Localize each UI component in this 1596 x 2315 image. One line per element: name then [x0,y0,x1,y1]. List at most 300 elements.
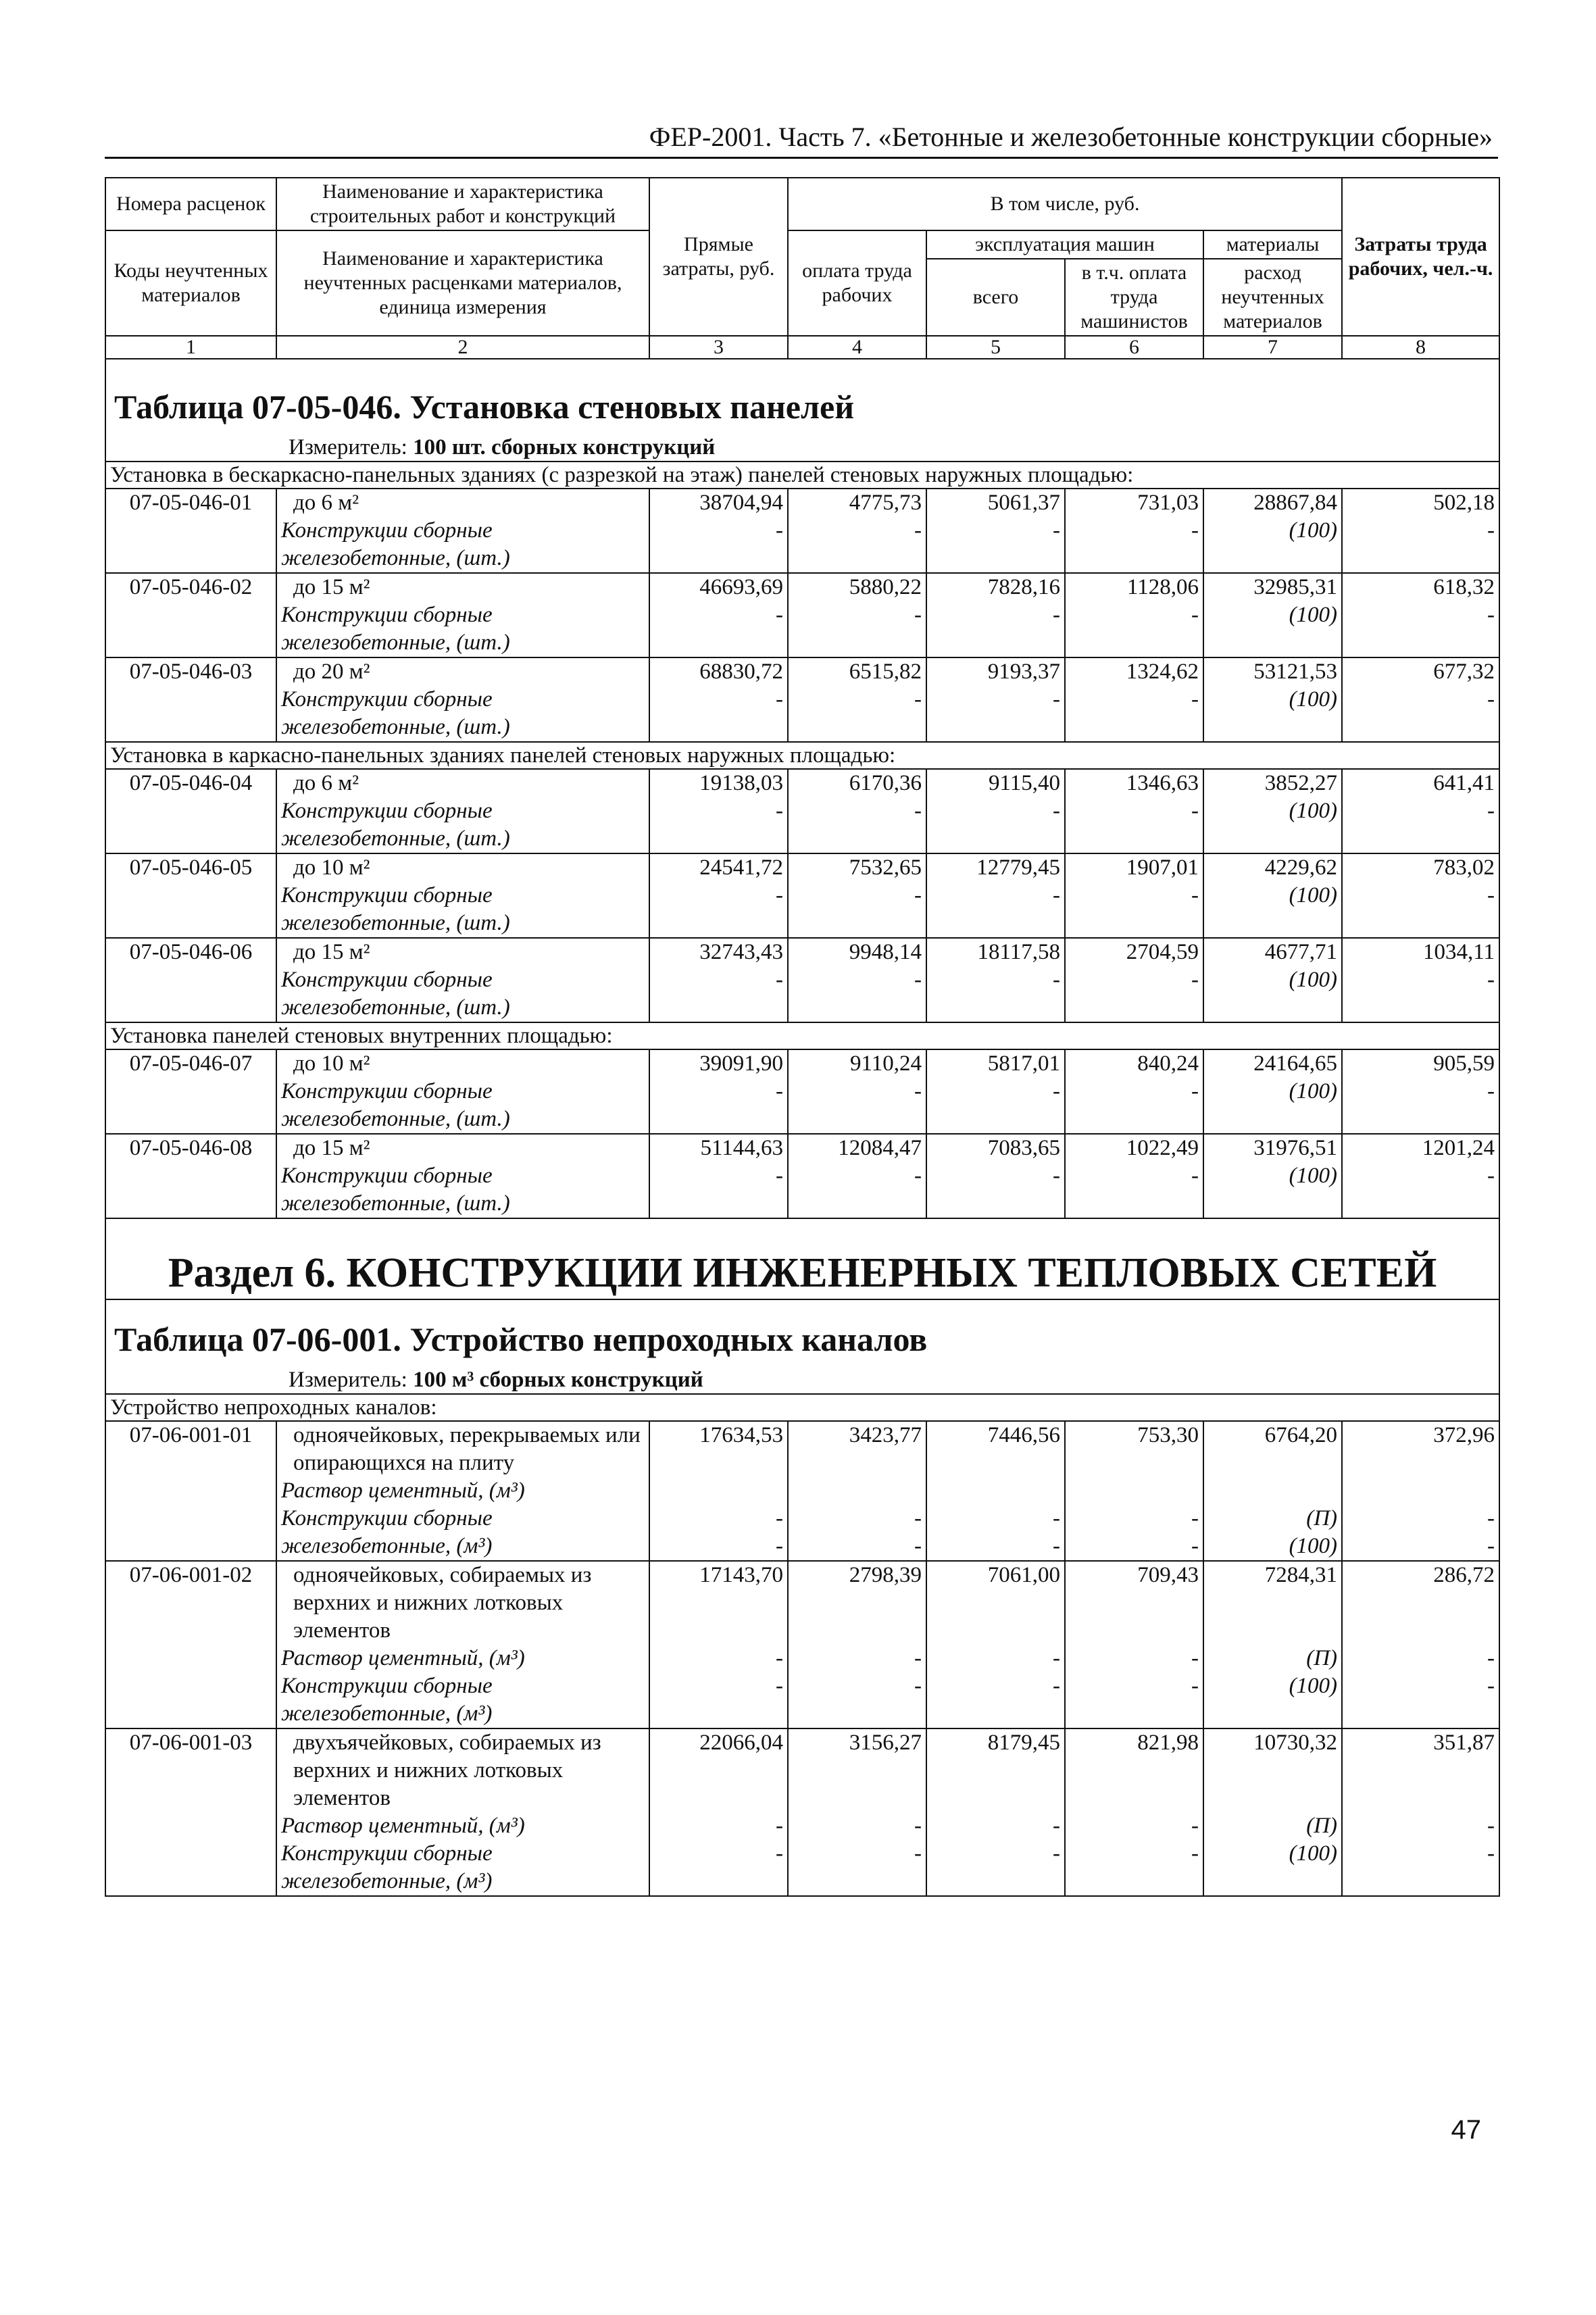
rate-name [276,489,649,573]
col-including: В том числе, руб. [788,178,1342,230]
table-row [105,489,1499,573]
worker-pay-cell [788,1134,926,1218]
dash: - [1487,518,1495,543]
materials-cost-cell [1203,657,1342,742]
dash: - [914,1674,922,1698]
machines-total: 8179,45 [987,1731,1060,1755]
worker-pay: 2798,39 [849,1563,922,1587]
group-row [105,462,1499,489]
direct-cost-cell [649,938,788,1022]
rate-code: 07-05-046-08 [105,1134,276,1218]
direct-cost-cell [649,1561,788,1728]
table-row [105,1728,1499,1896]
dash: - [776,1164,783,1188]
dash: - [1053,1164,1060,1188]
material-rate: (100) [1289,603,1338,627]
labor-hours: 641,41 [1433,771,1495,795]
material-name: Конструкции сборные железобетонные, (шт.) [281,883,510,935]
direct-cost-cell [649,1134,788,1218]
meter-label: Измеритель: [289,1368,407,1392]
operators-pay-cell [1065,1728,1203,1896]
meter-label: Измеритель: [289,435,407,459]
materials-cost: 3852,27 [1264,771,1338,795]
worker-pay: 6515,82 [849,659,922,684]
dash: - [1191,968,1199,992]
worker-pay-cell [788,1049,926,1134]
operators-pay: 709,43 [1137,1563,1199,1587]
operators-pay: 753,30 [1137,1423,1199,1447]
table-row [105,769,1499,853]
dash: - [914,968,922,992]
rate-name-text: до 20 м² [293,659,370,684]
operators-pay-cell [1065,938,1203,1022]
labor-hours-cell [1342,769,1499,853]
labor-hours-cell [1342,853,1499,938]
group-row [105,1394,1499,1421]
dash: - [776,1646,783,1670]
rate-name [276,573,649,657]
direct-cost: 22066,04 [699,1731,783,1755]
col-num: 6 [1065,336,1203,359]
machines-total-cell [926,1728,1065,1896]
col-materials: материалы [1203,230,1342,259]
machines-total-cell [926,853,1065,938]
direct-cost-cell [649,1728,788,1896]
rate-code: 07-05-046-04 [105,769,276,853]
col-direct-costs: Прямые затраты, руб. [649,178,788,336]
dash: - [776,1506,783,1530]
col-num: 5 [926,336,1065,359]
dash: - [776,799,783,823]
dash: - [1191,799,1199,823]
machines-total: 7828,16 [987,575,1060,599]
col-num: 7 [1203,336,1342,359]
rate-code: 07-06-001-03 [105,1728,276,1896]
rate-name-text: одноячейковых, перекрываемых или опирающихся на плиту [293,1423,641,1475]
material-rate: (100) [1289,1079,1338,1103]
dash: - [1191,1164,1199,1188]
operators-pay-cell [1065,853,1203,938]
worker-pay-cell [788,657,926,742]
col-num: 2 [276,336,649,359]
table-header [105,178,1499,359]
table-row [105,853,1499,938]
material-rate: (100) [1289,1534,1338,1558]
rate-name-text: до 15 м² [293,940,370,964]
page-header [105,114,1498,159]
machines-total: 5817,01 [987,1051,1060,1076]
direct-cost: 19138,03 [699,771,783,795]
rate-code: 07-05-046-07 [105,1049,276,1134]
operators-pay-cell [1065,489,1203,573]
group-label: Установка в каркасно-панельных зданиях панелей стеновых наружных площадью: [105,742,1499,769]
operators-pay-cell [1065,1421,1203,1561]
materials-cost-cell [1203,1421,1342,1561]
machines-total: 7446,56 [987,1423,1060,1447]
col-material-codes: Коды неучтенных материалов [105,230,276,336]
worker-pay-cell [788,938,926,1022]
labor-hours: 286,72 [1433,1563,1495,1587]
materials-cost: 32985,31 [1253,575,1338,599]
col-unaccounted-materials: расход неучтенных материалов [1203,259,1342,336]
machines-total-cell [926,1421,1065,1561]
materials-cost-cell [1203,1561,1342,1728]
operators-pay-cell [1065,1049,1203,1134]
materials-cost-cell [1203,1728,1342,1896]
materials-cost: 4229,62 [1264,855,1338,880]
rate-code: 07-05-046-05 [105,853,276,938]
dash: - [1053,603,1060,627]
worker-pay: 3156,27 [849,1731,922,1755]
operators-pay-cell [1065,573,1203,657]
material-rate: (100) [1289,518,1338,543]
direct-cost: 17143,70 [699,1563,783,1587]
dash: - [1487,799,1495,823]
col-machines: эксплуатация машин [926,230,1203,259]
dash: - [1487,1506,1495,1530]
dash: - [1191,518,1199,543]
machines-total-cell [926,489,1065,573]
dash: - [1487,1814,1495,1838]
meter-value: 100 шт. сборных конструкций [413,435,716,459]
dash: - [1053,1646,1060,1670]
operators-pay: 821,98 [1137,1731,1199,1755]
worker-pay: 6170,36 [849,771,922,795]
labor-hours-cell [1342,1421,1499,1561]
machines-total: 7061,00 [987,1563,1060,1587]
dash: - [1487,1164,1495,1188]
machines-total-cell [926,573,1065,657]
operators-pay: 2704,59 [1126,940,1199,964]
materials-cost: 31976,51 [1253,1136,1338,1160]
dash: - [1053,1674,1060,1698]
machines-total: 9115,40 [988,771,1060,795]
labor-hours: 1201,24 [1422,1136,1495,1160]
operators-pay: 1324,62 [1126,659,1199,684]
rate-code: 07-05-046-06 [105,938,276,1022]
dash: - [776,687,783,712]
dash: - [1191,1814,1199,1838]
direct-cost: 39091,90 [699,1051,783,1076]
rate-code: 07-05-046-01 [105,489,276,573]
labor-hours-cell [1342,657,1499,742]
materials-cost: 28867,84 [1253,491,1338,515]
materials-cost-cell [1203,1134,1342,1218]
dash: - [1053,883,1060,907]
material-rate: (П) [1306,1814,1338,1838]
dash: - [914,799,922,823]
table-title-row [105,1299,1499,1394]
dash: - [776,518,783,543]
col-work-name: Наименование и характеристика строительных работ и конструкций [276,178,649,230]
rate-name-text: до 15 м² [293,1136,370,1160]
dash: - [1191,883,1199,907]
operators-pay: 1346,63 [1126,771,1199,795]
dash: - [914,518,922,543]
operators-pay: 1022,49 [1126,1136,1199,1160]
materials-cost: 4677,71 [1264,940,1338,964]
dash: - [1191,1646,1199,1670]
operators-pay-cell [1065,769,1203,853]
material-name: Конструкции сборные железобетонные, (шт.) [281,968,510,1020]
operators-pay: 1907,01 [1126,855,1199,880]
dash: - [1053,1506,1060,1530]
material-rate: (100) [1289,1841,1338,1866]
meter-value: 100 м³ сборных конструкций [413,1368,703,1392]
machines-total: 18117,58 [977,940,1060,964]
materials-cost: 10730,32 [1253,1731,1338,1755]
worker-pay: 9948,14 [849,940,922,964]
machines-total: 9193,37 [987,659,1060,684]
labor-hours-cell [1342,1728,1499,1896]
worker-pay: 7532,65 [849,855,922,880]
dash: - [776,1079,783,1103]
section-cell [105,1218,1499,1299]
material-rate: (100) [1289,968,1338,992]
material-name: Конструкции сборные железобетонные, (шт.) [281,687,510,739]
col-worker-pay: оплата труда рабочих [788,230,926,336]
table-row [105,657,1499,742]
table-row [105,573,1499,657]
group-row [105,742,1499,769]
material-name: Конструкции сборные железобетонные, (м³) [281,1674,493,1726]
col-num: 1 [105,336,276,359]
machines-total: 12779,45 [976,855,1060,880]
dash: - [1487,883,1495,907]
dash: - [776,968,783,992]
material-rate: (100) [1289,687,1338,712]
dash: - [914,1506,922,1530]
labor-hours-cell [1342,573,1499,657]
worker-pay-cell [788,1421,926,1561]
worker-pay: 4775,73 [849,491,922,515]
labor-hours: 905,59 [1433,1051,1495,1076]
labor-hours: 677,32 [1433,659,1495,684]
machines-total: 7083,65 [987,1136,1060,1160]
col-operators-pay: в т.ч. оплата труда машинистов [1065,259,1203,336]
col-rate-numbers: Номера расценок [105,178,276,230]
table-title: Таблица 07-05-046. Установка стеновых панелей [114,388,855,426]
machines-total-cell [926,1561,1065,1728]
operators-pay: 731,03 [1137,491,1199,515]
rate-code: 07-05-046-03 [105,657,276,742]
dash: - [1053,1079,1060,1103]
dash: - [776,1534,783,1558]
machines-total-cell [926,657,1065,742]
labor-hours: 618,32 [1433,575,1495,599]
direct-cost-cell [649,1049,788,1134]
col-material-names: Наименование и характеристика неучтенных расценками материалов, единица измерения [276,230,649,336]
rate-name-text: двухъячейковых, собираемых из верхних и нижних лотковых элементов [293,1731,601,1810]
dash: - [1487,1674,1495,1698]
worker-pay-cell [788,489,926,573]
material-name: Раствор цементный, (м³) [281,1478,525,1503]
worker-pay-cell [788,1561,926,1728]
worker-pay: 12084,47 [838,1136,922,1160]
labor-hours-cell [1342,1134,1499,1218]
operators-pay-cell [1065,1134,1203,1218]
group-label: Устройство непроходных каналов: [105,1394,1499,1421]
table-title-cell [105,359,1499,462]
page-header-title: ФЕР-2001. Часть 7. «Бетонные и железобетонные конструкции сборные» [649,122,1493,152]
worker-pay-cell [788,1728,926,1896]
machines-total-cell [926,938,1065,1022]
rates-table [105,177,1500,1897]
labor-hours-cell [1342,1561,1499,1728]
dash: - [1053,687,1060,712]
table-title-row [105,359,1499,462]
col-labor-hours: Затраты труда рабочих, чел.-ч. [1342,178,1499,336]
group-label: Установка панелей стеновых внутренних площадью: [105,1022,1499,1049]
dash: - [1487,1646,1495,1670]
rate-name-text: одноячейковых, собираемых из верхних и нижних лотковых элементов [293,1563,592,1643]
table-body [105,359,1499,1896]
worker-pay-cell [788,573,926,657]
table-row [105,1421,1499,1561]
col-num: 3 [649,336,788,359]
labor-hours-cell [1342,938,1499,1022]
section-row [105,1218,1499,1299]
material-name: Конструкции сборные железобетонные, (шт.) [281,1079,510,1131]
rate-name [276,938,649,1022]
material-rate: (П) [1306,1646,1338,1670]
dash: - [1191,1534,1199,1558]
rate-name [276,657,649,742]
dash: - [1053,518,1060,543]
material-rate: (100) [1289,1164,1338,1188]
rate-name [276,1728,649,1896]
rate-name-text: до 10 м² [293,1051,370,1076]
direct-cost-cell [649,489,788,573]
page-number: 47 [1451,2115,1481,2145]
material-name: Раствор цементный, (м³) [281,1646,525,1670]
direct-cost: 51144,63 [700,1136,783,1160]
group-label: Установка в бескаркасно-панельных зданиях (с разрезкой на этаж) панелей стеновых наружных площадью: [105,462,1499,489]
rate-name [276,1561,649,1728]
operators-pay-cell [1065,1561,1203,1728]
table-title: Таблица 07-06-001. Устройство непроходных каналов [114,1320,928,1358]
direct-cost-cell [649,853,788,938]
material-name: Конструкции сборные железобетонные, (шт.) [281,799,510,851]
rate-code: 07-06-001-01 [105,1421,276,1561]
materials-cost-cell [1203,573,1342,657]
dash: - [914,1164,922,1188]
material-name: Конструкции сборные железобетонные, (м³) [281,1506,493,1558]
table-row [105,1049,1499,1134]
material-rate: (100) [1289,883,1338,907]
material-name: Конструкции сборные железобетонные, (шт.) [281,518,510,570]
dash: - [776,1814,783,1838]
dash: - [776,1674,783,1698]
rate-name-text: до 10 м² [293,855,370,880]
dash: - [1053,1841,1060,1866]
dash: - [1487,968,1495,992]
worker-pay: 9110,24 [849,1051,922,1076]
dash: - [914,1534,922,1558]
materials-cost-cell [1203,1049,1342,1134]
table-row [105,1134,1499,1218]
dash: - [914,883,922,907]
rate-name [276,853,649,938]
dash: - [1191,1674,1199,1698]
operators-pay: 1128,06 [1126,575,1199,599]
rate-code: 07-05-046-02 [105,573,276,657]
materials-cost: 6764,20 [1264,1423,1338,1447]
dash: - [914,603,922,627]
dash: - [1191,603,1199,627]
direct-cost-cell [649,769,788,853]
dash: - [1191,1506,1199,1530]
dash: - [776,603,783,627]
dash: - [1191,1079,1199,1103]
table-title-cell [105,1299,1499,1394]
col-num: 4 [788,336,926,359]
dash: - [914,1079,922,1103]
dash: - [776,1841,783,1866]
labor-hours: 783,02 [1433,855,1495,880]
materials-cost: 53121,53 [1253,659,1338,684]
dash: - [1487,1079,1495,1103]
direct-cost: 46693,69 [699,575,783,599]
dash: - [914,687,922,712]
material-name: Конструкции сборные железобетонные, (шт.) [281,1164,510,1216]
table-row [105,938,1499,1022]
material-rate: (100) [1289,799,1338,823]
worker-pay-cell [788,853,926,938]
dash: - [1487,1534,1495,1558]
material-rate: (П) [1306,1506,1338,1530]
dash: - [914,1646,922,1670]
dash: - [1053,968,1060,992]
dash: - [1487,603,1495,627]
col-machines-total: всего [926,259,1065,336]
dash: - [1053,1534,1060,1558]
direct-cost: 32743,43 [699,940,783,964]
table-meter [106,1360,1499,1393]
machines-total-cell [926,769,1065,853]
direct-cost: 68830,72 [699,659,783,684]
labor-hours: 502,18 [1433,491,1495,515]
dash: - [1053,799,1060,823]
material-rate: (100) [1289,1674,1338,1698]
direct-cost: 38704,94 [699,491,783,515]
worker-pay: 3423,77 [849,1423,922,1447]
rate-name [276,769,649,853]
group-row [105,1022,1499,1049]
rate-name [276,1134,649,1218]
dash: - [1487,1841,1495,1866]
dash: - [776,883,783,907]
dash: - [1487,687,1495,712]
material-name: Конструкции сборные железобетонные, (м³) [281,1841,493,1893]
machines-total-cell [926,1134,1065,1218]
dash: - [914,1814,922,1838]
labor-hours-cell [1342,489,1499,573]
labor-hours: 1034,11 [1423,940,1495,964]
col-num: 8 [1342,336,1499,359]
worker-pay-cell [788,769,926,853]
rate-name-text: до 15 м² [293,575,370,599]
materials-cost: 7284,31 [1264,1563,1338,1587]
dash: - [1053,1814,1060,1838]
operators-pay-cell [1065,657,1203,742]
material-name: Раствор цементный, (м³) [281,1814,525,1838]
labor-hours: 372,96 [1433,1423,1495,1447]
rate-code: 07-06-001-02 [105,1561,276,1728]
labor-hours: 351,87 [1433,1731,1495,1755]
direct-cost-cell [649,657,788,742]
materials-cost-cell [1203,938,1342,1022]
